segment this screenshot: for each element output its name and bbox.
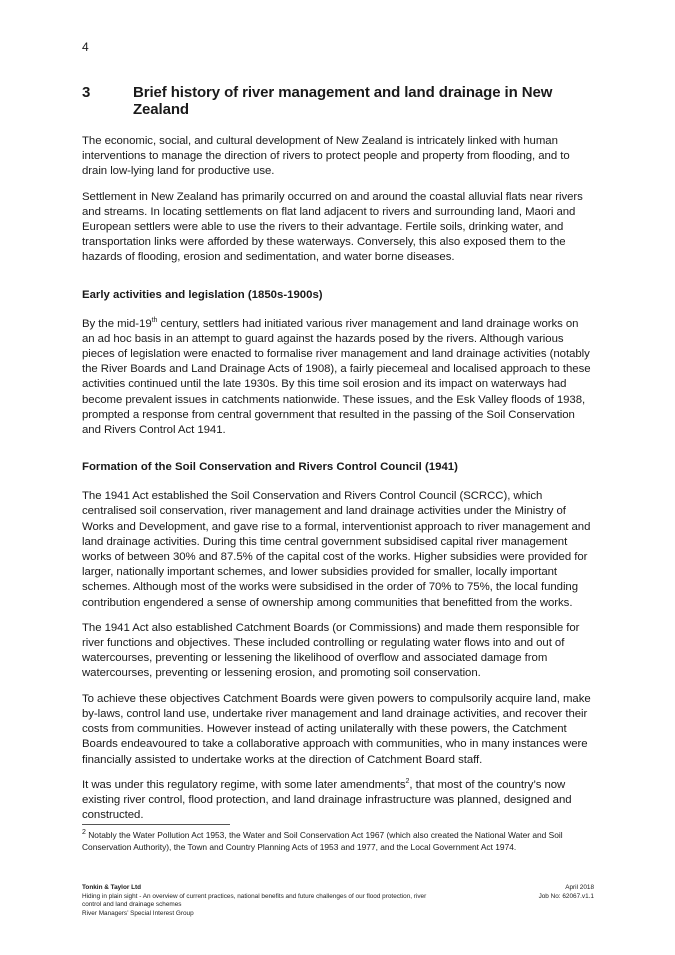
footer-date: April 2018 <box>565 884 594 891</box>
section-title: Brief history of river management and land drainage in New Zealand <box>132 84 553 118</box>
footnote <box>82 829 594 853</box>
formation-heading: Formation of the Soil Conservation and Rivers Control Council (1941) <box>82 461 458 474</box>
footnote-reference[interactable]: 2 <box>405 777 410 785</box>
main-content <box>82 84 594 833</box>
footnote-text: Notably the Water Pollution Act 1953, the Water and Soil Conservation Act 1967 (which also created the National Water and Soil Conservation Authority), the Town and Country Planning Acts of 1953 and 1977, and the Local Government Act 1974. <box>82 830 563 852</box>
section-heading <box>82 84 594 118</box>
footer-company: Tonkin & Taylor Ltd <box>82 884 142 891</box>
formation-paragraph-1: The 1941 Act established the Soil Conservation and Rivers Control Council (SCRCC), which centralised soil conservation, river management and land drainage activities under the Ministry of Works and Development, and gave rise to a formal, interventionist approach to river management and land drainage activities. During this time central government subsidised capital river management works of between 30% and 87.5% of the capital cost of the works. Higher subsidies were provided for larger, nationally important schemes, and lower subsidies provided for smaller, locally important schemes. Although most of the works were subsidised in the order of 70% to 75%, the local funding contribution engendered a sense of ownership among communities that benefitted from the works. <box>82 490 591 609</box>
footer-document-title: Hiding in plain sight - An overview of current practices, national benefits and future challenges of our flood protection, river control and land drainage schemes <box>82 892 427 909</box>
formation-paragraph-3: To achieve these objectives Catchment Boards were given powers to compulsorily acquire land, make by-laws, control land use, undertake river management and land drainage activities, and recover their costs from communities. However instead of acting unilaterally with these powers, the Catchment Boards endeavoured to take a collaborative approach with communities, who in many instances were financially assisted to undertake works at the direction of Catchment Board staff. <box>82 692 591 766</box>
formation-paragraph-4: It was under this regulatory regime, with some later amendments$^2$, that most of the country’s now existing river control, flood protection, and land drainage infrastructure was planned, designed and constructed. <box>82 777 572 822</box>
page-number: 4 <box>82 40 89 54</box>
intro-paragraph-1: The economic, social, and cultural development of New Zealand is intricately linked with human interventions to manage the direction of rivers to protect people and property from flooding, and to drain low-lying land for productive use. <box>82 135 570 178</box>
formation-paragraph-2: The 1941 Act also established Catchment Boards (or Commissions) and made them responsible for river functions and objectives. These included controlling or regulating water flows into and out of watercourses, preventing or lessening the likelihood of overflow and associated damage from watercourses, preventing or lessening erosion, and promoting soil conservation. <box>82 621 580 680</box>
footer-client: River Managers’ Special Interest Group <box>82 909 194 917</box>
early-activities-heading: Early activities and legislation (1850s-1900s) <box>82 288 323 301</box>
section-number: 3 <box>82 84 91 101</box>
footer-job-number: Job No: 62067.v1.1 <box>538 892 594 900</box>
early-activities-paragraph: By the mid-19th century, settlers had initiated various river management and land drainage works on an ad hoc basis in an attempt to guard against the hazards posed by the rivers. Although various pieces of legislation were enacted to formalise river management and land drainage activities (notably the River Boards and Land Drainage Acts of 1908), a fairly piecemeal and localised approach to these activities continued until the late 1930s. By this time soil erosion and its impact on waterways had become prevalent issues in catchments nationwide. These issues, and the Esk Valley floods of 1938, prompted a response from central government that resulted in the passing of the Soil Conservation and Rivers Control Act 1941. <box>82 316 591 437</box>
footnote-marker: 2 <box>82 829 86 837</box>
superscript-th: th <box>151 316 158 324</box>
footnote-divider <box>82 824 230 825</box>
intro-paragraph-2: Settlement in New Zealand has primarily occurred on and around the coastal alluvial flats near rivers and streams. In locating settlements on flat land adjacent to rivers and surrounding land, Maori and European settlers were able to use the rivers to their advantage. Fertile soils, drinking water, and transportation links were afforded by these waterways. Conversely, this also exposed them to the hazards of flooding, erosion and sedimentation, and water borne diseases. <box>82 190 583 264</box>
